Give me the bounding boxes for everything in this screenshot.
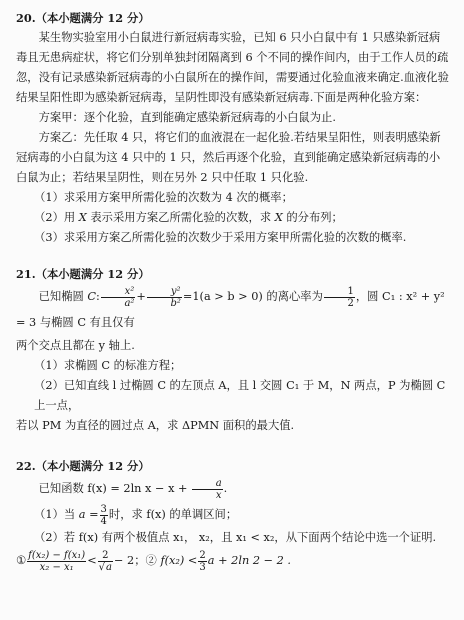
question-21-line-2: 两个交点且都在 y 轴上.: [16, 339, 135, 352]
fraction-a-over-x: $\frac{a}{x}$: [192, 478, 223, 501]
question-22: [16, 456, 450, 574]
question-22-part-1: （1）当 a = $\frac{3}{4}$ 时，求 f(x) 的单调区间；: [34, 503, 238, 527]
fraction-three-quarters: $\frac{3}{4}$: [100, 503, 107, 527]
question-21-part-2: （2）已知直线 l 过椭圆 C 的左顶点 A，且 l 交圆 C₁ 于 M，N 两点，P 为椭圆 C 上一点，: [34, 379, 446, 412]
question-21-heading: 21.（本小题满分 12 分）: [16, 267, 150, 281]
question-20: [16, 8, 450, 248]
fraction-y2-b2: $\frac{\text{y²}}{\text{b²}}$: [147, 286, 182, 309]
question-21-part-2-cont: 若以 PM 为直径的圆过点 A，求 ΔPMN 面积的最大值.: [16, 419, 295, 432]
question-22-conclusions: ① $\frac{\text{f(x₂) − f(x₁)}}{\text{x₂ − x₁}}$ < $\frac{2}{√a}$ − 2；② f(x₂) < $\frac{2}{3}$ a + 2ln 2 − 2 .: [16, 549, 292, 573]
question-22-part-2: （2）若 f(x) 有两个极值点 x₁， x₂，且 x₁ < x₂，从下面两个结论中选一个证明.: [34, 531, 437, 544]
question-20-part-2: （2）用 X 表示采用方案乙所需化验的次数，求 X 的分布列；: [34, 211, 343, 224]
fraction-one-half: $\frac{1}{2}$: [324, 286, 355, 309]
fraction-two-thirds: $\frac{2}{3}$: [199, 549, 206, 573]
plan-a: 方案甲：逐个化验，直到能确定感染新冠病毒的小白鼠为止.: [38, 111, 336, 124]
question-22-function: 已知函数 f(x) = 2ln x − x + $\frac{a}{x}$ .: [38, 477, 228, 501]
question-20-part-3: （3）求采用方案乙所需化验的次数少于采用方案甲所需化验的次数的概率.: [34, 231, 407, 244]
fraction-two-over-sqrt-a: $\frac{2}{√a}$: [98, 549, 112, 573]
question-20-part-1: （1）求采用方案甲所需化验的次数为 4 次的概率；: [34, 191, 293, 204]
plan-b: 方案乙：先任取 4 只，将它们的血液混在一起化验.若结果呈阳性，则表明感染新冠病毒的小白鼠为这 4 只中的 1 只，然后再逐个化验，直到能确定感染新冠病毒的小白鼠为止；若结果呈阴性，则在另外 2 只中任取 1 只化验.: [16, 131, 441, 184]
question-21-line-1: 已知椭圆 C: $\frac{\text{x²}}{\text{a²}}$ + $\frac{\text{y²}}{\text{b²}}$ =1(a > b > 0) 的离心率为 $\frac{1}{2}$ ，圆 C₁ : x² + y² = 3 与椭圆 C 有且仅有: [16, 285, 445, 329]
fraction-x2-a2: $\frac{\text{x²}}{\text{a²}}$: [101, 286, 136, 309]
question-22-heading: 22.（本小题满分 12 分）: [16, 459, 150, 473]
question-21: [16, 264, 450, 436]
question-20-intro: 某生物实验室用小白鼠进行新冠病毒实验，已知 6 只小白鼠中有 1 只感染新冠病毒且无患病症状，将它们分别单独封闭隔离到 6 个不同的操作间内，由于工作人员的疏忽，没有记录感染新冠病毒的小白鼠所在的操作间，需要通过化验血液来确定.血液化验结果呈阳性即为感染新冠病毒，呈阴性即没有感染新冠病毒.下面是两种化验方案：: [16, 31, 449, 104]
question-20-heading: 20.（本小题满分 12 分）: [16, 11, 150, 25]
fraction-slope: $\frac{\text{f(x₂) − f(x₁)}}{\text{x₂ − x₁}}$: [28, 549, 86, 573]
question-21-part-1: （1）求椭圆 C 的标准方程；: [34, 359, 182, 372]
